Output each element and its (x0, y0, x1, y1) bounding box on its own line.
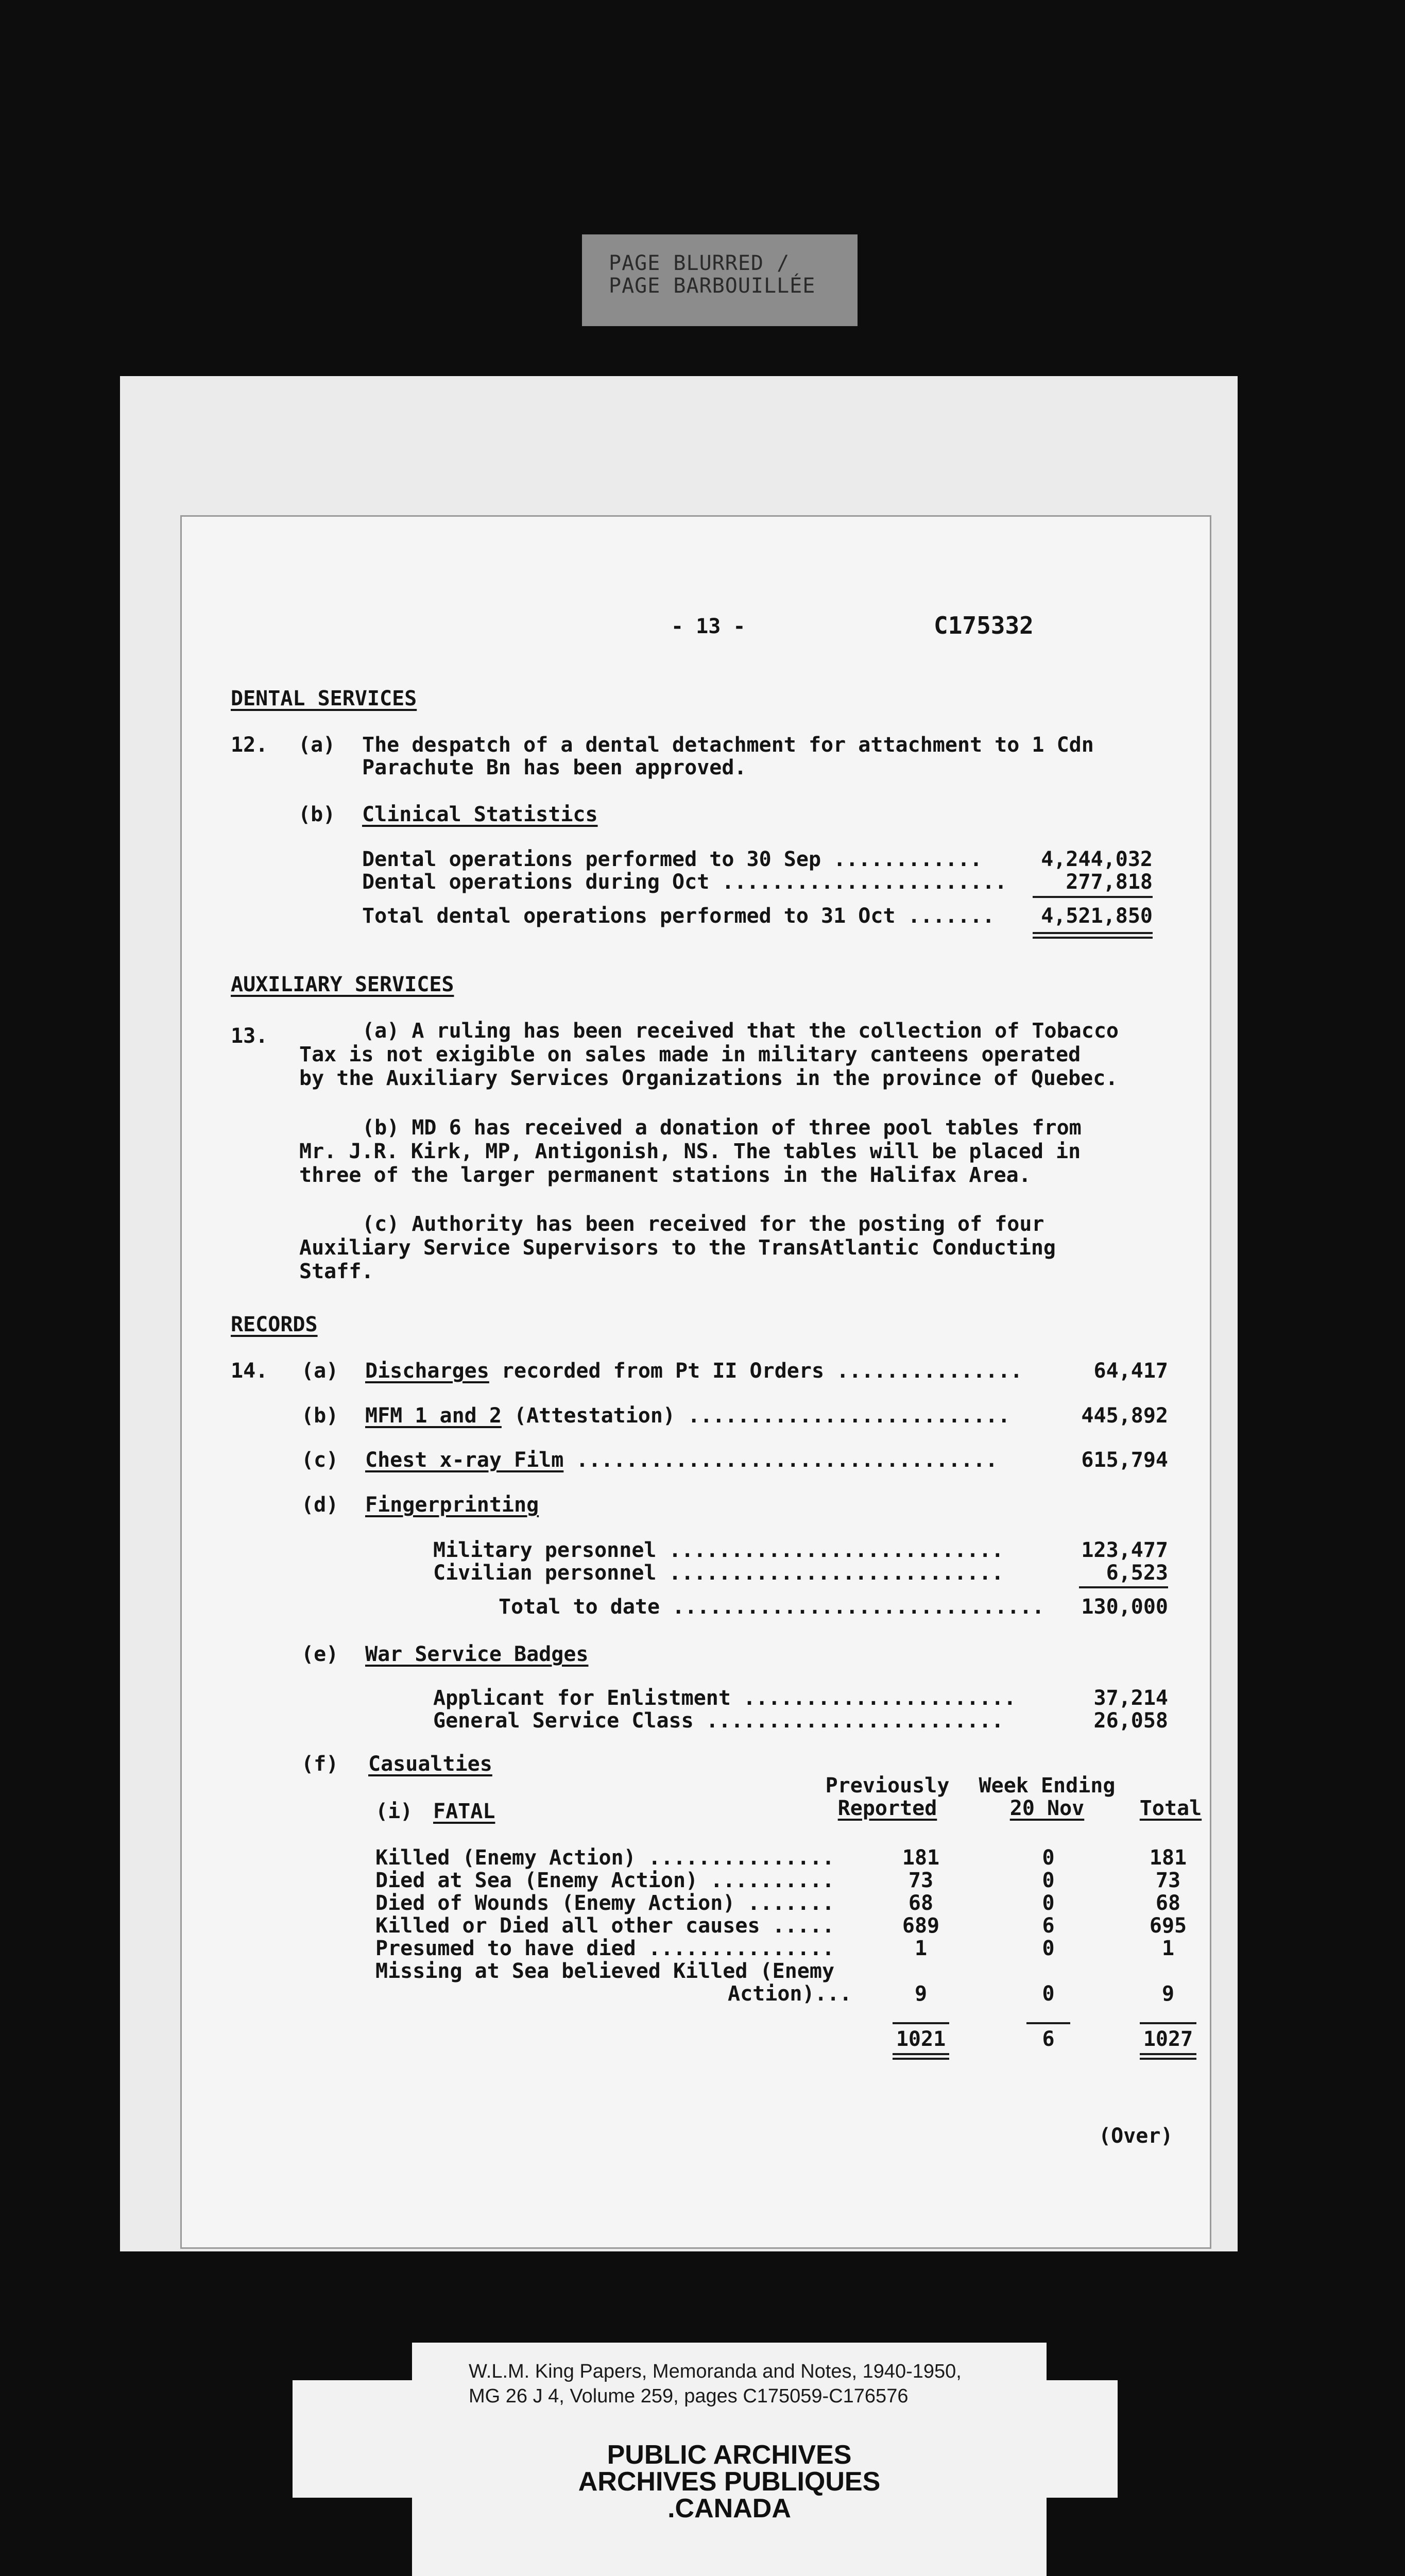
casualty-row-label: Action)... (728, 1982, 852, 2006)
dental-row-2-label: Dental operations during Oct ....................... (362, 870, 1007, 894)
col-previously-line-2: Reported (837, 1797, 937, 1820)
total-sum-rule (1140, 2022, 1196, 2024)
blur-notice-line-1: PAGE BLURRED / (609, 251, 790, 275)
item-13b-line-3: three of the larger permanent stations in the Halifax Area. (299, 1163, 1031, 1187)
citation-line-1: W.L.M. King Papers, Memoranda and Notes, 1940-1950, (469, 2361, 962, 2382)
item-13a-line-2: Tax is not exigible on sales made in military canteens operated (299, 1043, 1081, 1066)
casualty-row-label: Died of Wounds (Enemy Action) ....... (375, 1891, 835, 1915)
item-14f-label: (f) (301, 1752, 339, 1776)
casualty-cell-total: 68 (1155, 1891, 1181, 1915)
chest-xray-text: .................................. (563, 1448, 998, 1472)
dental-total-label: Total dental operations performed to 31 Oct ....... (362, 904, 995, 928)
dental-row-2-value: 277,818 (1066, 870, 1153, 894)
dental-total-double-rule (1033, 932, 1153, 939)
page-number: - 13 - (671, 615, 746, 638)
item-13c-line-3: Staff. (299, 1260, 374, 1283)
public-archives-line-1: PUBLIC ARCHIVES (607, 2440, 852, 2470)
fatal-title: FATAL (433, 1800, 495, 1823)
mfm-row (365, 1404, 1010, 1428)
records-heading: RECORDS (231, 1313, 318, 1336)
item-13c-line-2: Auxiliary Service Supervisors to the TransAtlantic Conducting (299, 1236, 1056, 1260)
item-13a-line-1: (a) A ruling has been received that the collection of Tobacco (362, 1019, 1119, 1043)
item-13c-line-1: (c) Authority has been received for the posting of four (362, 1212, 1044, 1236)
page-blurred-label (582, 234, 858, 326)
item-13a-line-3: by the Auxiliary Services Organizations in the province of Quebec. (299, 1066, 1118, 1090)
total-sum-double-rule (1140, 2053, 1196, 2060)
fingerprinting-total-label: Total to date .............................. (499, 1595, 1044, 1619)
applicant-enlistment-label: Applicant for Enlistment ...................... (433, 1686, 1016, 1710)
total-sum-value: 1027 (1143, 2027, 1193, 2051)
casualty-cell-prev: 68 (908, 1891, 934, 1915)
document-page (180, 515, 1211, 2249)
public-archives-line-2: ARCHIVES PUBLIQUES (578, 2467, 881, 2497)
casualty-cell-prev: 181 (902, 1846, 940, 1870)
item-12a-line-2: Parachute Bn has been approved. (362, 756, 747, 779)
casualty-cell-week: 0 (1042, 1846, 1055, 1870)
blur-notice-line-2: PAGE BARBOUILLÉE (609, 274, 816, 298)
clinical-statistics-heading: Clinical Statistics (362, 803, 598, 826)
casualty-cell-week: 0 (1042, 1869, 1055, 1892)
chest-xray-value: 615,794 (1081, 1448, 1168, 1472)
dental-services-heading: DENTAL SERVICES (231, 687, 417, 710)
mfm-text: (Attestation) .......................... (501, 1404, 1010, 1428)
casualty-cell-prev: 1 (914, 1937, 928, 1960)
war-service-badges-title: War Service Badges (365, 1642, 589, 1666)
applicant-enlistment-value: 37,214 (1093, 1686, 1168, 1710)
general-service-value: 26,058 (1093, 1709, 1168, 1733)
fingerprinting-subtotal-rule (1079, 1586, 1168, 1588)
item-13-number: 13. (231, 1024, 268, 1048)
item-12-number: 12. (231, 733, 268, 757)
discharges-title: Discharges (365, 1359, 489, 1383)
casualties-title: Casualties (368, 1752, 492, 1776)
col-total: Total (1139, 1797, 1202, 1820)
casualty-cell-total: 181 (1149, 1846, 1187, 1870)
item-12a-label: (a) (298, 733, 336, 757)
military-personnel-label: Military personnel ........................... (433, 1538, 1004, 1562)
mfm-title: MFM 1 and 2 (365, 1404, 502, 1428)
discharges-value: 64,417 (1093, 1359, 1168, 1383)
casualty-cell-total: 1 (1161, 1937, 1175, 1960)
chest-xray-title: Chest x-ray Film (365, 1448, 564, 1472)
item-14c-label: (c) (301, 1448, 339, 1472)
casualty-cell-prev: 73 (908, 1869, 934, 1892)
casualty-cell-prev: 689 (902, 1914, 940, 1938)
col-previously-line-1: Previously (825, 1774, 950, 1798)
mfm-value: 445,892 (1081, 1404, 1168, 1428)
dental-subtotal-rule (1033, 896, 1153, 898)
week-sum-value: 6 (1042, 2027, 1055, 2051)
fingerprinting-title: Fingerprinting (365, 1493, 539, 1517)
casualty-row-label: Presumed to have died ............... (375, 1937, 835, 1960)
military-personnel-value: 123,477 (1081, 1538, 1168, 1562)
prev-sum-rule (893, 2022, 949, 2024)
casualty-row-label: Died at Sea (Enemy Action) .......... (375, 1869, 835, 1892)
item-14-number: 14. (231, 1359, 268, 1383)
prev-sum-value: 1021 (896, 2027, 946, 2051)
item-13b-line-1: (b) MD 6 has received a donation of three pool tables from (362, 1116, 1082, 1140)
casualty-row-label: Killed or Died all other causes ..... (375, 1914, 835, 1938)
casualty-cell-total: 9 (1161, 1982, 1175, 2006)
dental-row-1-label: Dental operations performed to 30 Sep ............ (362, 848, 983, 871)
auxiliary-services-heading: AUXILIARY SERVICES (231, 973, 454, 996)
item-14d-label: (d) (301, 1493, 339, 1517)
casualty-row-label: Killed (Enemy Action) ............... (375, 1846, 835, 1870)
fingerprinting-total-value: 130,000 (1081, 1595, 1168, 1619)
general-service-label: General Service Class ........................ (433, 1709, 1004, 1733)
casualty-cell-total: 73 (1155, 1869, 1181, 1892)
casualty-row-label: Missing at Sea believed Killed (Enemy (375, 1959, 835, 1983)
item-12b-label: (b) (298, 803, 336, 826)
dental-total-value: 4,521,850 (1041, 904, 1153, 928)
col-week-ending-line-1: Week Ending (979, 1774, 1116, 1798)
item-14e-label: (e) (301, 1642, 339, 1666)
item-14b-label: (b) (301, 1404, 339, 1428)
item-14a-label: (a) (301, 1359, 339, 1383)
week-sum-rule (1026, 2022, 1070, 2024)
item-13b-line-2: Mr. J.R. Kirk, MP, Antigonish, NS. The tables will be placed in (299, 1140, 1081, 1163)
archive-stamp (412, 2343, 1047, 2576)
over-note: (Over) (1099, 2124, 1173, 2148)
col-week-ending-line-2: 20 Nov (1009, 1797, 1085, 1820)
casualty-cell-prev: 9 (914, 1982, 928, 2006)
dental-row-1-value: 4,244,032 (1041, 848, 1153, 871)
casualty-cell-week: 0 (1042, 1891, 1055, 1915)
casualty-cell-week: 0 (1042, 1982, 1055, 2006)
discharges-text: recorded from Pt II Orders ............... (489, 1359, 1023, 1383)
casualty-cell-week: 6 (1042, 1914, 1055, 1938)
casualty-cell-week: 0 (1042, 1937, 1055, 1960)
civilian-personnel-label: Civilian personnel ........................... (433, 1561, 1004, 1585)
civilian-personnel-value: 6,523 (1106, 1561, 1168, 1585)
item-12a-line-1: The despatch of a dental detachment for attachment to 1 Cdn (362, 733, 1094, 757)
casualty-cell-total: 695 (1149, 1914, 1187, 1938)
document-id: C175332 (934, 612, 1034, 639)
citation-line-2: MG 26 J 4, Volume 259, pages C175059-C176576 (469, 2385, 909, 2407)
discharges-row (365, 1359, 1022, 1383)
fatal-sub-label: (i) (375, 1800, 413, 1823)
prev-sum-double-rule (893, 2053, 949, 2060)
chest-xray-row (365, 1448, 998, 1472)
public-archives-line-3: .CANADA (667, 2494, 791, 2523)
